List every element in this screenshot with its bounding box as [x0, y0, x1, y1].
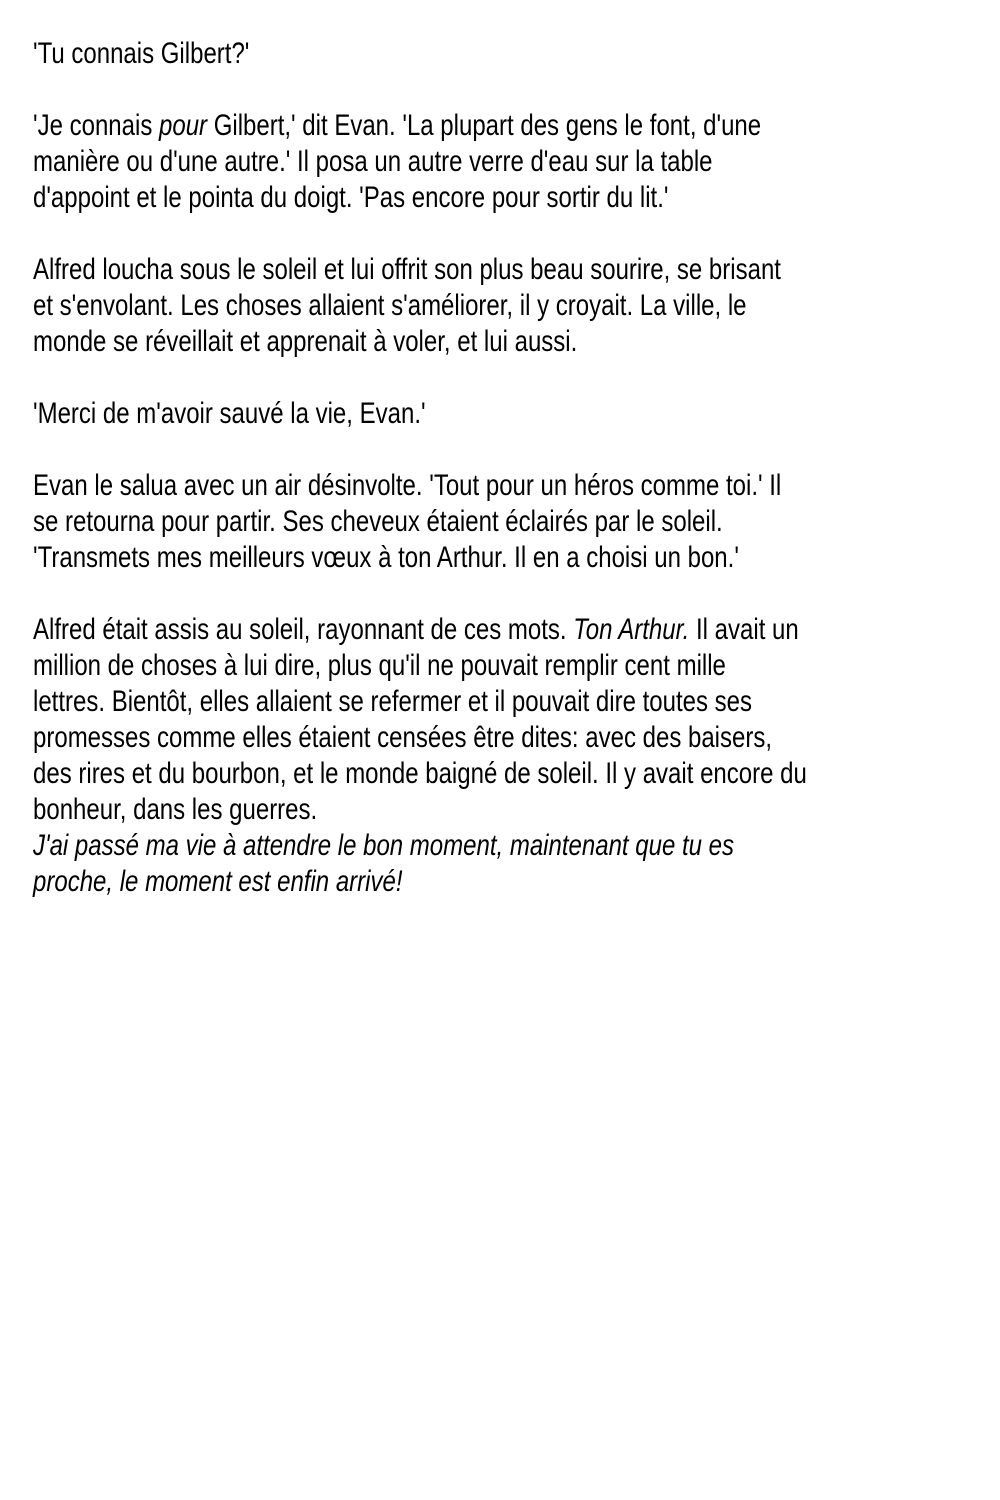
text-run: des rires et du bourbon, et le monde baigné de soleil. Il y avait encore du — [33, 757, 807, 790]
text-line — [33, 36, 807, 72]
text-line — [33, 540, 807, 576]
text-run: se retourna pour partir. Ses cheveux étaient éclairés par le soleil. — [33, 505, 723, 538]
text-run: Evan le salua avec un air désinvolte. 'Tout pour un héros comme toi.' Il — [33, 469, 782, 502]
text-run: monde se réveillait et apprenait à voler, et lui aussi. — [33, 325, 578, 358]
paragraph — [33, 108, 807, 216]
text-run: million de choses à lui dire, plus qu'il ne pouvait remplir cent mille — [33, 649, 726, 682]
text-line — [33, 504, 807, 540]
text-run: 'Je connais — [33, 109, 159, 142]
text-run: Alfred était assis au soleil, rayonnant de ces mots. — [33, 613, 574, 646]
text-line — [33, 108, 807, 144]
paragraph — [33, 612, 807, 900]
text-run-italic: pour — [159, 109, 208, 142]
text-run-italic: proche, le moment est enfin arrivé! — [33, 865, 403, 898]
text-run-italic: J'ai passé ma vie à attendre le bon moment, maintenant que tu es — [33, 829, 734, 862]
text-line — [33, 720, 807, 756]
text-run: promesses comme elles étaient censées être dites: avec des baisers, — [33, 721, 773, 754]
text-run: Gilbert,' dit Evan. 'La plupart des gens le font, d'une — [207, 109, 762, 142]
text-line — [33, 756, 807, 792]
text-run: 'Transmets mes meilleurs vœux à ton Arthur. Il en a choisi un bon.' — [33, 541, 739, 574]
text-line — [33, 288, 807, 324]
text-line — [33, 684, 807, 720]
text-line — [33, 180, 807, 216]
paragraph — [33, 252, 807, 360]
paragraph — [33, 468, 807, 576]
text-line — [33, 612, 807, 648]
text-block — [33, 36, 807, 900]
text-line — [33, 792, 807, 828]
text-run: et s'envolant. Les choses allaient s'améliorer, il y croyait. La ville, le — [33, 289, 747, 322]
text-run: Il avait un — [689, 613, 799, 646]
text-line — [33, 252, 807, 288]
text-run: 'Tu connais Gilbert?' — [33, 37, 250, 70]
paragraph — [33, 36, 807, 72]
text-run: d'appoint et le pointa du doigt. 'Pas encore pour sortir du lit.' — [33, 181, 669, 214]
text-run: Alfred loucha sous le soleil et lui offrit son plus beau sourire, se brisant — [33, 253, 781, 286]
text-line — [33, 324, 807, 360]
paragraph — [33, 396, 807, 432]
text-line — [33, 828, 807, 864]
text-line — [33, 396, 807, 432]
text-line — [33, 468, 807, 504]
text-run: manière ou d'une autre.' Il posa un autre verre d'eau sur la table — [33, 145, 713, 178]
text-run: 'Merci de m'avoir sauvé la vie, Evan.' — [33, 397, 426, 430]
text-line — [33, 864, 807, 900]
text-run: lettres. Bientôt, elles allaient se refermer et il pouvait dire toutes ses — [33, 685, 753, 718]
text-line — [33, 144, 807, 180]
text-run-italic: Ton Arthur. — [573, 613, 690, 646]
text-run: bonheur, dans les guerres. — [33, 793, 318, 826]
text-line — [33, 648, 807, 684]
